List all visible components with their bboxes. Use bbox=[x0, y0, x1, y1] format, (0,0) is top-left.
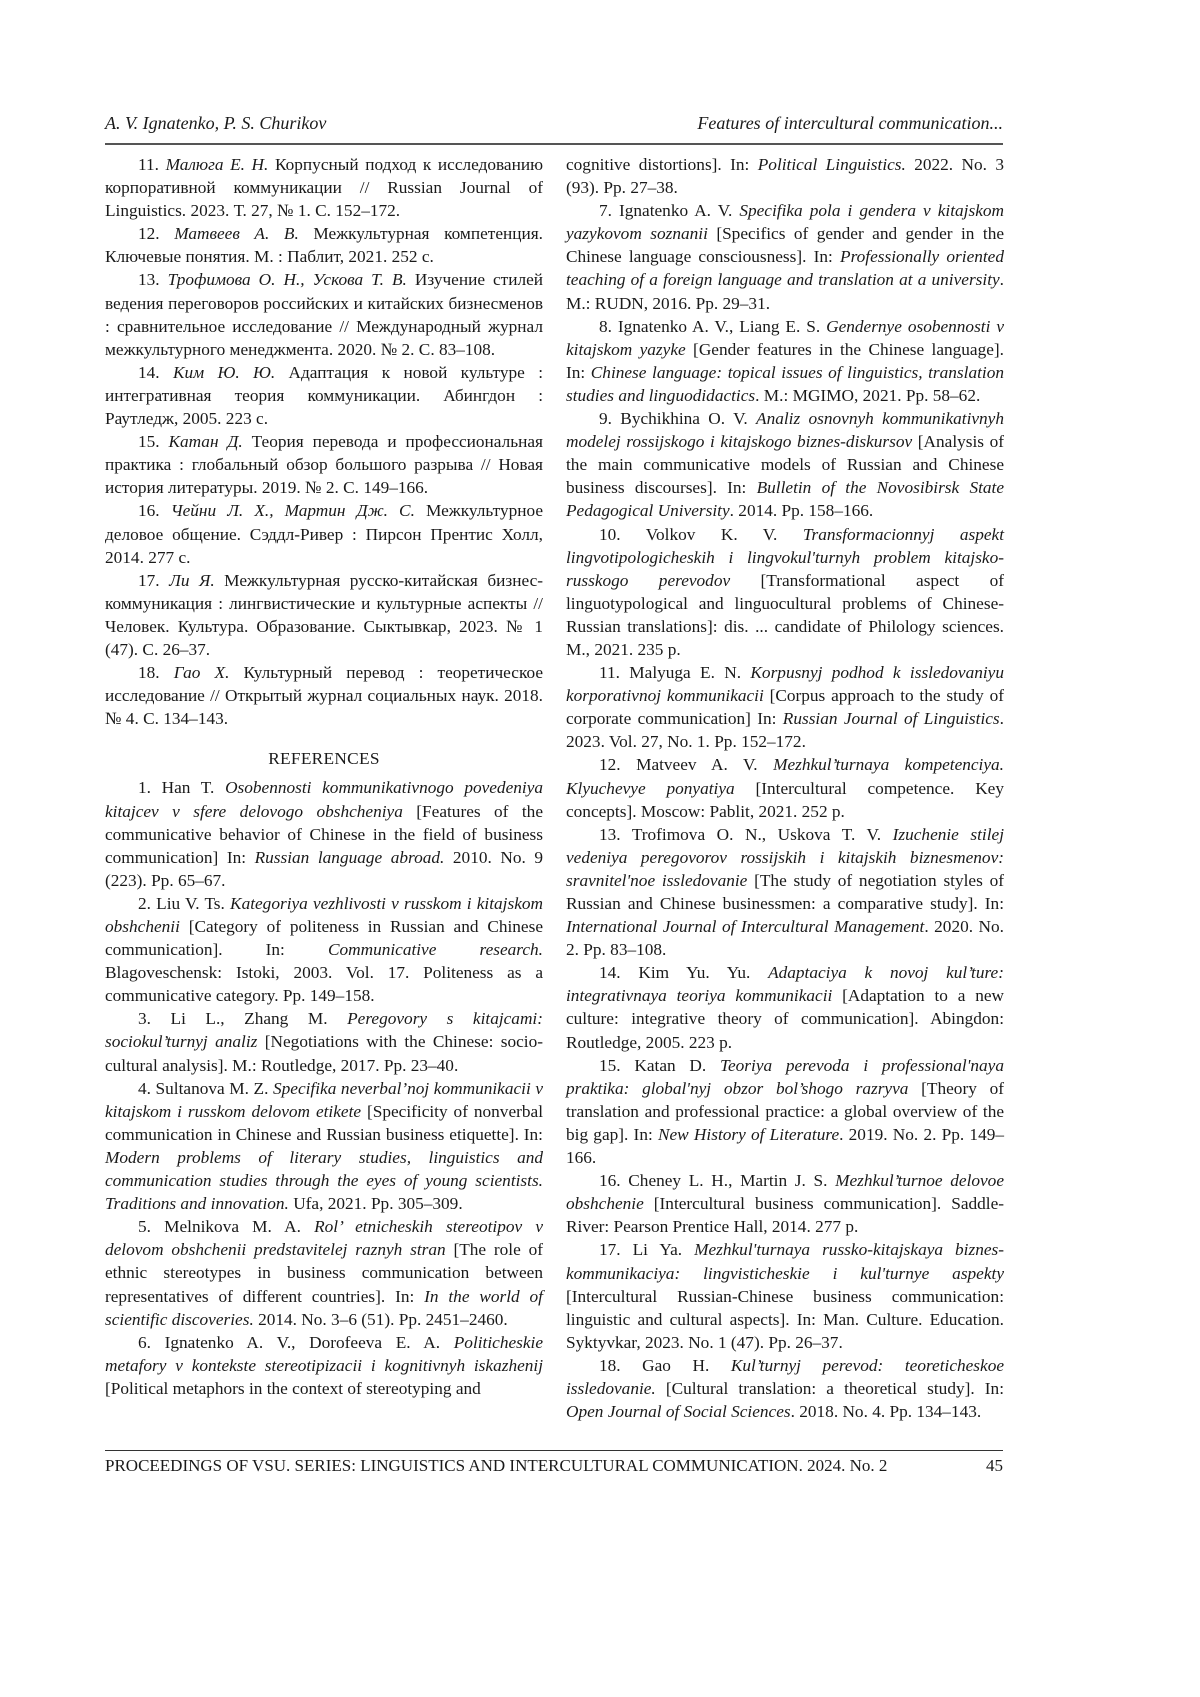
reference-text: 11. Malyuga E. N. bbox=[599, 663, 750, 682]
header-title: Features of intercultural communication... bbox=[697, 113, 1003, 134]
reference-text: 16. Cheney L. H., Martin J. S. bbox=[599, 1171, 835, 1190]
english-references-left bbox=[105, 776, 543, 1400]
reference-text: Межкультурная русско-китайская бизнес-коммуникация : лингвистические и культурные аспекты // Человек. Культура. Образование. Сыктывкар, 2023. № 1 (47). С. 26–37. bbox=[105, 571, 543, 659]
reference-entry bbox=[566, 661, 1004, 753]
reference-text: Ufa, 2021. Pp. 305–309. bbox=[289, 1194, 463, 1213]
reference-text: . 2018. No. 4. Pp. 134–143. bbox=[791, 1402, 982, 1421]
reference-text: 2014. No. 3–6 (51). Pp. 2451–2460. bbox=[254, 1310, 508, 1329]
reference-continuation bbox=[566, 153, 1004, 199]
reference-title: International Journal of Intercultural Management bbox=[566, 917, 924, 936]
reference-entry bbox=[566, 153, 1004, 199]
reference-text: [Intercultural business communication]. Saddle-River: Pearson Prentice Hall, 2014. 277 p. bbox=[566, 1194, 1004, 1236]
reference-title: Ким Ю. Ю. bbox=[173, 363, 275, 382]
reference-text: 15. bbox=[138, 432, 169, 451]
reference-text: 10. Volkov K. V. bbox=[599, 525, 803, 544]
reference-title: Korpusnyj podhod k issledovaniyu korporativnoj kommunikacii bbox=[566, 663, 1004, 705]
reference-entry bbox=[566, 523, 1004, 662]
reference-text: 11. bbox=[138, 155, 166, 174]
russian-references bbox=[105, 153, 543, 730]
reference-entry bbox=[566, 1354, 1004, 1423]
reference-title: Rol’ etnicheskih stereotipov v delovom obshchenii predstavitelej raznyh stran bbox=[105, 1217, 543, 1259]
reference-text: Межкультурная компетенция. Ключевые понятия. М. : Паблит, 2021. 252 с. bbox=[105, 224, 543, 266]
reference-text: 14. Kim Yu. Yu. bbox=[599, 963, 768, 982]
reference-entry bbox=[105, 430, 543, 499]
reference-text: 18. bbox=[138, 663, 174, 682]
reference-title: New History of Literature bbox=[658, 1125, 839, 1144]
reference-text: [Transformational aspect of linguotypological and linguocultural problems of Chinese-Russian translations]: dis. ... candidate of Philology sciences. M., 2021. 235 p. bbox=[566, 571, 1004, 659]
reference-entry bbox=[566, 315, 1004, 407]
reference-title: Russian Journal of Linguistics bbox=[783, 709, 1000, 728]
reference-entry bbox=[105, 499, 543, 568]
reference-entry bbox=[105, 1331, 543, 1400]
left-column bbox=[105, 153, 543, 1400]
reference-title: Малюга Е. Н. bbox=[166, 155, 269, 174]
reference-text: Теория перевода и профессиональная практика : глобальный обзор большого разрыва // Новая история литературы. 2019. № 2. С. 149–166. bbox=[105, 432, 543, 497]
reference-text: 8. Ignatenko A. V., Liang E. S. bbox=[599, 317, 826, 336]
reference-text: 1. Han T. bbox=[138, 778, 225, 797]
reference-text: [Cultural translation: a theoretical study]. In: bbox=[656, 1379, 1004, 1398]
reference-title: Communicative research. bbox=[328, 940, 543, 959]
reference-title: Izuchenie stilej vedeniya peregovorov rossijskih i kitajskih biznesmenov: sravnitel'noe issledovanie bbox=[566, 825, 1004, 890]
english-references-right bbox=[566, 199, 1004, 1423]
reference-entry bbox=[566, 753, 1004, 822]
reference-title: Politicheskie metafory v kontekste stereotipizacii i kognitivnyh iskazhenij bbox=[105, 1333, 543, 1375]
reference-text: [Analysis of the main communicative models of Russian and Chinese business discourses]. In: bbox=[566, 432, 1004, 497]
reference-text: 5. Melnikova M. A. bbox=[138, 1217, 314, 1236]
reference-title: Political Linguistics. bbox=[758, 155, 906, 174]
reference-title: Open Journal of Social Sciences bbox=[566, 1402, 791, 1421]
reference-title: Specifika neverbal’noj kommunikacii v kitajskom i russkom delovom etikete bbox=[105, 1079, 543, 1121]
reference-entry bbox=[105, 776, 543, 891]
reference-text: 2. Liu V. Ts. bbox=[138, 894, 230, 913]
reference-text: 7. Ignatenko A. V. bbox=[599, 201, 739, 220]
reference-entry bbox=[566, 199, 1004, 314]
reference-text: 2022. No. 3 (93). Pp. 27–38. bbox=[566, 155, 1004, 197]
reference-text: cognitive distortions]. In: bbox=[566, 155, 758, 174]
reference-text: Изучение стилей ведения переговоров российских и китайских бизнесменов : сравнительное исследование // Международный журнал межкультурного менеджмента. 2020. № 2. С. 83–108. bbox=[105, 270, 543, 358]
reference-text: [Specifics of gender and gender in the Chinese language consciousness]. In: bbox=[566, 224, 1004, 266]
reference-title: Mezhkul'turnaya russko-kitajskaya biznes-kommunikaciya: lingvisticheskie i kul'turnye aspekty bbox=[566, 1240, 1004, 1282]
reference-text: . 2014. Pp. 158–166. bbox=[730, 501, 874, 520]
reference-text: 12. Matveev A. V. bbox=[599, 755, 773, 774]
reference-text: Корпусный подход к исследованию корпоративной коммуникации // Russian Journal of Linguistics. 2023. Т. 27, № 1. С. 152–172. bbox=[105, 155, 543, 220]
header-rule bbox=[105, 143, 1003, 145]
reference-text: [Intercultural competence. Key concepts]. Moscow: Pablit, 2021. 252 p. bbox=[566, 779, 1004, 821]
reference-entry bbox=[105, 268, 543, 360]
reference-title: Teoriya perevoda i professional'naya praktika: global'nyj obzor bol’shogo razryva bbox=[566, 1056, 1004, 1098]
reference-title: Adaptaciya k novoj kul’ture: integrativnaya teoriya kommunikacii bbox=[566, 963, 1004, 1005]
footer-journal: PROCEEDINGS OF VSU. SERIES: LINGUISTICS AND INTERCULTURAL COMMUNICATION. 2024. No. 2 bbox=[105, 1456, 887, 1476]
reference-title: Bulletin of the Novosibirsk State Pedagogical University bbox=[566, 478, 1004, 520]
reference-title: Specifika pola i gendera v kitajskom yazykovom soznanii bbox=[566, 201, 1004, 243]
reference-text: 6. Ignatenko A. V., Dorofeeva E. A. bbox=[138, 1333, 454, 1352]
reference-entry bbox=[566, 1054, 1004, 1169]
reference-entry bbox=[566, 407, 1004, 522]
reference-text: [Specificity of nonverbal communication in Chinese and Russian business etiquette]. In: bbox=[105, 1102, 543, 1144]
header-authors: A. V. Ignatenko, P. S. Churikov bbox=[105, 113, 326, 134]
running-header bbox=[105, 113, 1003, 139]
reference-text: Культурный перевод : теоретическое исследование // Открытый журнал социальных наук. 2018. № 4. С. 134–143. bbox=[105, 663, 543, 728]
reference-title: Modern problems of literary studies, linguistics and communication studies through the eyes of young scientists. Traditions and innovation. bbox=[105, 1148, 543, 1213]
reference-title: Катан Д. bbox=[169, 432, 243, 451]
reference-title: Gendernye osobennosti v kitajskom yazyke bbox=[566, 317, 1004, 359]
reference-text: [Negotiations with the Chinese: socio-cultural analysis]. M.: Routledge, 2017. Pp. 23–40. bbox=[105, 1032, 543, 1074]
reference-text: [Intercultural Russian-Chinese business communication: linguistic and cultural aspects]. In: Man. Culture. Education. Syktyvkar, 2023. No. 1 (47). Pp. 26–37. bbox=[566, 1287, 1004, 1352]
reference-title: Kategoriya vezhlivosti v russkom i kitajskom obshchenii bbox=[105, 894, 543, 936]
reference-text: Адаптация к новой культуре : интегративная теория коммуникации. Абингдон : Раутледж, 2005. 223 с. bbox=[105, 363, 543, 428]
reference-text: [Category of politeness in Russian and Chinese communication]. In: bbox=[105, 917, 543, 959]
references-heading: REFERENCES bbox=[105, 747, 543, 770]
reference-text: [Features of the communicative behavior of Chinese in the field of business communication] In: bbox=[105, 802, 543, 867]
reference-text: . 2023. Vol. 27, No. 1. Pp. 152–172. bbox=[566, 709, 1004, 751]
reference-entry bbox=[105, 1077, 543, 1216]
reference-text: . M.: RUDN, 2016. Pp. 29–31. bbox=[566, 270, 1004, 312]
reference-text: 14. bbox=[138, 363, 173, 382]
right-column bbox=[566, 153, 1004, 1423]
reference-text: 17. bbox=[138, 571, 169, 590]
reference-title: Матвеев А. В. bbox=[174, 224, 299, 243]
reference-text: [Political metaphors in the context of stereotyping and bbox=[105, 1379, 481, 1398]
reference-text: [Adaptation to a new culture: integrative theory of communication]. Abingdon: Routledge, 2005. 223 p. bbox=[566, 986, 1004, 1051]
reference-entry bbox=[566, 1169, 1004, 1238]
reference-title: In the world of scientific discoveries. bbox=[105, 1287, 543, 1329]
reference-title: Professionally oriented teaching of a foreign language and translation at a university bbox=[566, 247, 1004, 289]
reference-title: Kul’turnyj perevod: teoreticheskoe issledovanie. bbox=[566, 1356, 1004, 1398]
reference-text: 16. bbox=[138, 501, 171, 520]
reference-text: Blagoveschensk: Istoki, 2003. Vol. 17. Politeness as a communicative category. Pp. 149–158. bbox=[105, 963, 543, 1005]
reference-title: Transformacionnyj aspekt lingvotipologicheskih i lingvokul'turnyh problem kitajsko-russkogo perevodov bbox=[566, 525, 1004, 590]
reference-text: 3. Li L., Zhang M. bbox=[138, 1009, 347, 1028]
reference-text: 2010. No. 9 (223). Pp. 65–67. bbox=[105, 848, 543, 890]
reference-entry bbox=[105, 661, 543, 730]
reference-text: [Theory of translation and professional practice: a global overview of the big gap]. In: bbox=[566, 1079, 1004, 1144]
reference-title: Трофимова О. Н., Ускова Т. В. bbox=[168, 270, 407, 289]
reference-text: 13. bbox=[138, 270, 168, 289]
reference-entry bbox=[566, 961, 1004, 1053]
page-number: 45 bbox=[986, 1456, 1003, 1476]
reference-text: 17. Li Ya. bbox=[599, 1240, 694, 1259]
reference-entry bbox=[566, 1238, 1004, 1353]
reference-title: Osobennosti kommunikativnogo povedeniya kitajcev v sfere delovogo obshcheniya bbox=[105, 778, 543, 820]
reference-title: Russian language abroad. bbox=[255, 848, 445, 867]
reference-entry bbox=[105, 361, 543, 430]
reference-title: Chinese language: topical issues of linguistics, translation studies and linguodidactics bbox=[566, 363, 1004, 405]
reference-text: [The role of ethnic stereotypes in business communication between representatives of different countries]. In: bbox=[105, 1240, 543, 1305]
reference-text: [Corpus approach to the study of corporate communication] In: bbox=[566, 686, 1004, 728]
reference-title: Ли Я. bbox=[169, 571, 215, 590]
reference-entry bbox=[105, 892, 543, 1007]
reference-title: Гао Х. bbox=[174, 663, 230, 682]
reference-text: 9. Bychikhina O. V. bbox=[599, 409, 756, 428]
reference-entry bbox=[105, 222, 543, 268]
reference-text: 18. Gao H. bbox=[599, 1356, 731, 1375]
reference-title: Чейни Л. Х., Мартин Дж. С. bbox=[171, 501, 415, 520]
reference-text: 15. Katan D. bbox=[599, 1056, 720, 1075]
reference-text: [The study of negotiation styles of Russian and Chinese businessmen: a comparative study]. In: bbox=[566, 871, 1004, 913]
reference-entry bbox=[105, 153, 543, 222]
reference-title: Peregovory s kitajcami: sociokul’turnyj analiz bbox=[105, 1009, 543, 1051]
reference-title: Mezhkul’turnaya kompetenciya. Klyuchevye ponyatiya bbox=[566, 755, 1004, 797]
reference-entry bbox=[566, 823, 1004, 962]
reference-entry bbox=[105, 1215, 543, 1330]
reference-text: . M.: MGIMO, 2021. Pp. 58–62. bbox=[755, 386, 980, 405]
reference-text: 13. Trofimova O. N., Uskova T. V. bbox=[599, 825, 893, 844]
reference-text: Межкультурное деловое общение. Сэддл-Ривер : Пирсон Прентис Холл, 2014. 277 с. bbox=[105, 501, 543, 566]
reference-text: [Gender features in the Chinese language]. In: bbox=[566, 340, 1004, 382]
reference-title: Analiz osnovnyh kommunikativnyh modelej rossijskogo i kitajskogo biznes-diskursov bbox=[566, 409, 1004, 451]
reference-text: 12. bbox=[138, 224, 174, 243]
reference-title: Mezhkul’turnoe delovoe obshchenie bbox=[566, 1171, 1004, 1213]
reference-entry bbox=[105, 569, 543, 661]
reference-entry bbox=[105, 1007, 543, 1076]
reference-text: . 2020. No. 2. Pp. 83–108. bbox=[566, 917, 1004, 959]
reference-text: . 2019. No. 2. Pp. 149–166. bbox=[566, 1125, 1004, 1167]
reference-text: 4. Sultanova M. Z. bbox=[138, 1079, 273, 1098]
footer-rule bbox=[105, 1450, 1003, 1451]
